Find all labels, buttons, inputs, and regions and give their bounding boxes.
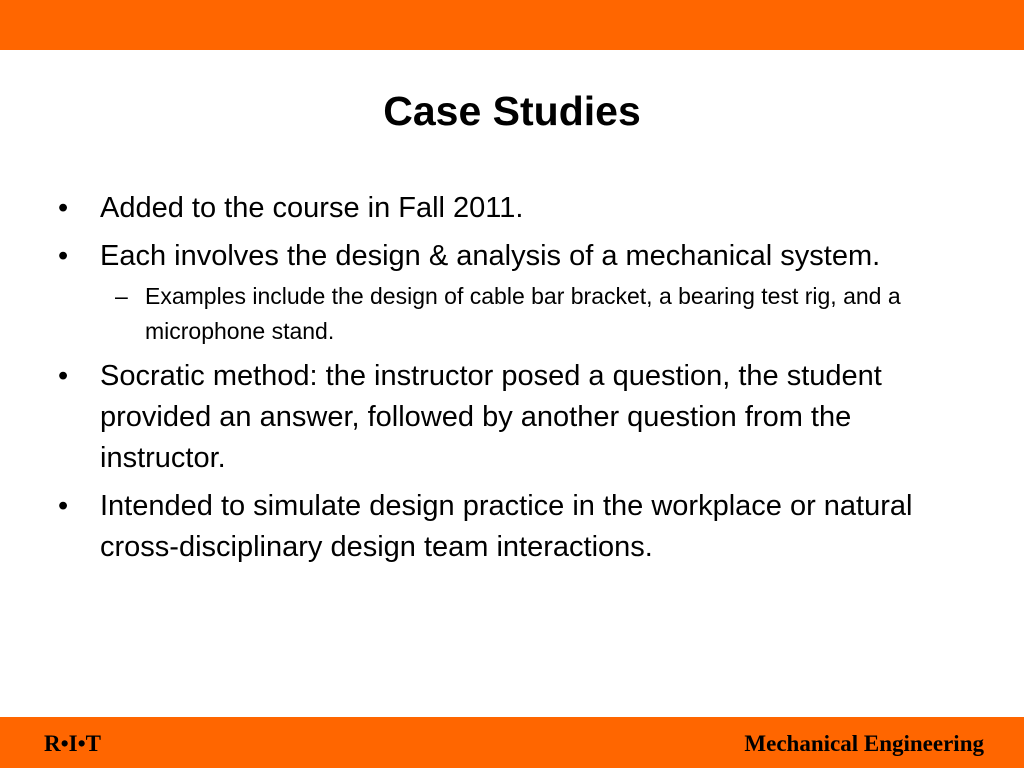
bullet-icon: • bbox=[58, 192, 69, 224]
slide-title: Case Studies bbox=[383, 88, 641, 134]
bullet-text: Socratic method: the instructor posed a question, the student provided an answer, followed by another question from the instructor. bbox=[100, 360, 882, 474]
bullet-text: Intended to simulate design practice in the workplace or natural cross-disciplinary design team interactions. bbox=[100, 490, 913, 563]
bullet-icon: • bbox=[58, 490, 69, 522]
bullet-icon: • bbox=[58, 360, 69, 392]
bullet-item bbox=[58, 236, 978, 349]
sub-bullet-text: Examples include the design of cable bar bracket, a bearing test rig, and a microphone stand. bbox=[145, 283, 901, 344]
bullet-list bbox=[58, 188, 978, 568]
sub-bullet-item bbox=[100, 279, 978, 349]
slide-body bbox=[58, 188, 978, 575]
footer-bar bbox=[0, 717, 1024, 768]
footer-department: Mechanical Engineering bbox=[744, 731, 984, 756]
sub-bullet-list bbox=[100, 279, 978, 349]
bullet-text: Each involves the design & analysis of a mechanical system. bbox=[100, 240, 881, 272]
bullet-item bbox=[58, 486, 978, 568]
bullet-text: Added to the course in Fall 2011. bbox=[100, 192, 524, 224]
footer-logo-text: R•I•T bbox=[44, 731, 102, 756]
dash-icon: – bbox=[115, 283, 128, 309]
bullet-item bbox=[58, 188, 978, 229]
bullet-item bbox=[58, 356, 978, 479]
top-accent-bar bbox=[0, 0, 1024, 50]
bullet-icon: • bbox=[58, 240, 69, 272]
